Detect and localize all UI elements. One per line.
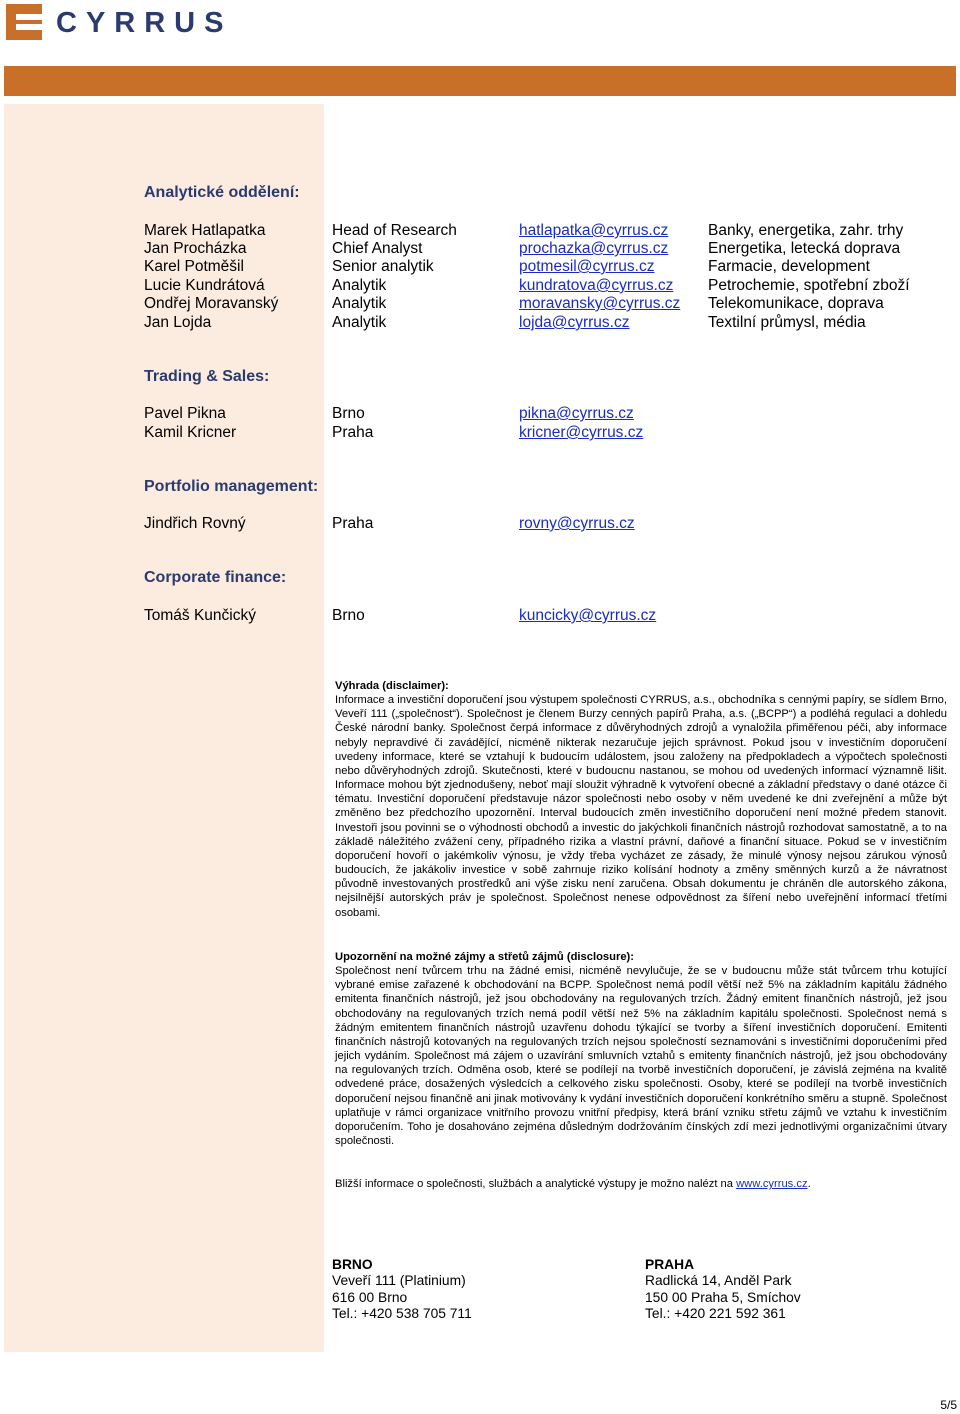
contact-role: Senior analytik	[332, 258, 434, 275]
contact-city: Praha	[332, 515, 374, 532]
logo-mark-icon	[6, 4, 42, 40]
section-heading-analytic: Analytické oddělení:	[144, 184, 300, 201]
contact-role: Analytik	[332, 277, 387, 294]
contact-role: Head of Research	[332, 222, 457, 239]
contact-city: Brno	[332, 607, 365, 624]
contact-sector: Energetika, letecká doprava	[708, 240, 901, 257]
address-street: Veveří 111 (Platinium)	[332, 1273, 466, 1289]
address-brno	[332, 1257, 472, 1323]
disclosure-title: Upozornění na možné zájmy a střetů zájmů (disclosure):	[335, 951, 635, 963]
contact-sector: Petrochemie, spotřební zboží	[708, 277, 910, 294]
address-phone: Tel.: +420 221 592 361	[645, 1306, 786, 1322]
contact-city: Praha	[332, 424, 374, 441]
section-heading-portfolio: Portfolio management:	[144, 478, 319, 495]
more-info-suffix: .	[807, 1178, 811, 1190]
address-postal: 150 00 Praha 5, Smíchov	[645, 1289, 801, 1305]
contact-sector: Farmacie, development	[708, 258, 870, 275]
disclaimer-title: Výhrada (disclaimer):	[335, 680, 449, 692]
contact-email-link[interactable]: kundratova@cyrrus.cz	[519, 277, 674, 294]
contact-name: Ondřej Moravanský	[144, 295, 279, 312]
contact-sector: Textilní průmysl, média	[708, 314, 866, 331]
contact-role: Analytik	[332, 314, 387, 331]
contact-email-link[interactable]: rovny@cyrrus.cz	[519, 515, 635, 532]
contact-role: Analytik	[332, 295, 387, 312]
more-info-text: Bližší informace o společnosti, službách a analytické výstupy je možno nalézt na	[335, 1178, 733, 1190]
disclosure-text: Společnost není tvůrcem trhu na žádné emisi, nicméně nevylučuje, že se v budoucnu může stát tvůrcem trhu kotující vybrané emise zařazené k obchodování na BCPP. Společnost nemá podíl větší než 5% na základním kapitálu žádného emitenta finančních nástrojů, jež jsou obchodovány na regulovaných trzích. Žádný emitent finančních nástrojů, jež jsou obchodovány na regulovaných trzích nemá podíl větší než 5% na základním kapitálu společnosti. Společnost nemá s žádným emitentem finančních nástrojů uzavřenu dohodu týkající se tvorby a šíření investičních doporučení. Emitenti finančních nástrojů kotovaných na regulovaných trzích nejsou společností seznamováni s investičními doporučeními před jejich vydáním. Společnost má zájem o uzavírání smluvních vztahů s emitenty finančních nástrojů, jež jsou obchodovány na regulovaných trzích. Odměna osob, které se podílejí na tvorbě investičních doporučení, je závislá zejména na kvalitě odvedené práce, dosažených výsledcích a celkového zisku společnosti. Osoby, které se podílejí na tvorbě investičních doporučení nejsou finančně ani jinak motivovány k vydání investičních doporučení konkrétního směru a stupně. Společnost uplatňuje v rámci organizace vnitřního provozu vnitřní předpisy, která brání vzniku střetu zájmů ve vztahu k investičním doporučením. Toho je dosahováno zejména důsledným dodržováním čínských zdí mezi jednotlivými organizačními útvary společnosti.	[335, 965, 947, 1148]
page-number: 5/5	[940, 1398, 957, 1412]
section-heading-corporate: Corporate finance:	[144, 569, 287, 586]
contact-email-link[interactable]: kuncicky@cyrrus.cz	[519, 607, 657, 624]
disclosure-block	[335, 950, 947, 1148]
contact-email-link[interactable]: hatlapatka@cyrrus.cz	[519, 222, 669, 239]
contact-city: Brno	[332, 405, 365, 422]
contact-name: Jan Procházka	[144, 240, 247, 257]
disclaimer-text: Informace a investiční doporučení jsou výstupem společnosti CYRRUS, a.s., obchodníka s cennými papíry, se sídlem Brno, Veveří 111 („společnost“). Společnost je členem Burzy cenných papírů Praha, a.s. („BCPP“) a podléhá regulaci a dohledu České národní banky. Společnost čerpá informace z důvěryhodných zdrojů a vynaložila přiměřenou péči, aby informace nebyly nepravdivé či zavádějící, nicméně nikterak nezaručuje jejich správnost. Pokud jsou v investičním doporučení uvedeny informace, které se vztahují k budoucím událostem, jsou založeny na předpokladech a výpočtech společnosti nebo důvěryhodných zdrojů. Skutečnosti, které v budoucnu nastanou, se mohou od uvedených informací významně lišit. Informace mohou být zjednodušeny, neboť mají sloužit výhradně k vytvoření obecné a základní představy o dané otázce či tématu. Investiční doporučení představuje názor společnosti nebo osoby v něm uvedené ke dni zveřejnění a může být změněno bez předchozího upozornění. Interval budoucích změn investičního doporučení není možné předem stanovit. Investoři jsou povinni se o výhodnosti obchodů a investic do jakýchkoli finančních nástrojů rozhodovat samostatně, a to na základě náležitého zvážení ceny, případného rizika a vlastní právní, daňové a finanční situace. Pokud se v investičním doporučení hovoří o jakémkoliv výnosu, je vždy třeba vycházet ze zásady, že minulé výnosy nejsou zárukou výnosů budoucích, že jakákoliv investice v sobě zahrnuje riziko kolísání hodnoty a změny směnných kurzů a že návratnost původně investovaných prostředků ani výše zisku není zaručena. Obsah dokumentu je chráněn dle autorského zákona, nejsilnější autorských práv je společnost. Společnost nenese odpovědnost za šíření nebo uveřejnění informací třetími osobami.	[335, 694, 947, 919]
contact-email-link[interactable]: kricner@cyrrus.cz	[519, 424, 644, 441]
section-heading-trading: Trading & Sales:	[144, 368, 270, 385]
contact-name: Karel Potměšil	[144, 258, 244, 275]
contact-email-link[interactable]: prochazka@cyrrus.cz	[519, 240, 669, 257]
logo-text: CYRRUS	[56, 7, 233, 39]
cyrrus-logo	[6, 4, 233, 42]
contact-email-link[interactable]: lojda@cyrrus.cz	[519, 314, 630, 331]
address-praha	[645, 1257, 801, 1323]
contact-name: Tomáš Kunčický	[144, 607, 256, 624]
contact-sector: Banky, energetika, zahr. trhy	[708, 222, 904, 239]
more-info-line	[335, 1177, 947, 1191]
contact-name: Pavel Pikna	[144, 405, 226, 422]
address-city: PRAHA	[645, 1257, 695, 1272]
contact-role: Chief Analyst	[332, 240, 423, 257]
contact-email-link[interactable]: potmesil@cyrrus.cz	[519, 258, 655, 275]
disclaimer-block	[335, 679, 947, 920]
address-city: BRNO	[332, 1257, 373, 1272]
contact-name: Marek Hatlapatka	[144, 222, 266, 239]
contact-email-link[interactable]: pikna@cyrrus.cz	[519, 405, 634, 422]
contact-email-link[interactable]: moravansky@cyrrus.cz	[519, 295, 681, 312]
contact-name: Jan Lojda	[144, 314, 212, 331]
contact-name: Jindřich Rovný	[144, 515, 246, 532]
website-link[interactable]: www.cyrrus.cz	[736, 1178, 808, 1190]
address-street: Radlická 14, Anděl Park	[645, 1273, 792, 1289]
contact-sector: Telekomunikace, doprava	[708, 295, 884, 312]
contact-name: Kamil Kricner	[144, 424, 237, 441]
contact-name: Lucie Kundrátová	[144, 277, 265, 294]
address-phone: Tel.: +420 538 705 711	[332, 1306, 472, 1322]
address-postal: 616 00 Brno	[332, 1289, 408, 1305]
header-band	[4, 66, 956, 96]
